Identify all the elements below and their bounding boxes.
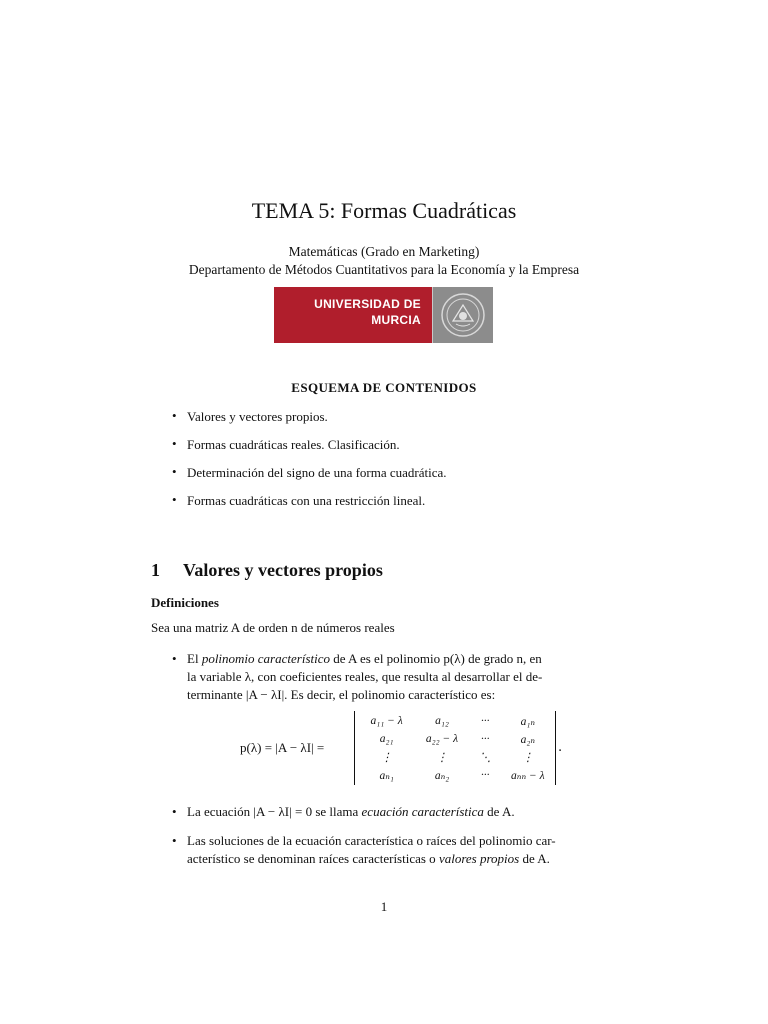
bullet-text	[187, 803, 616, 821]
bullet-characteristic-polynomial	[172, 650, 616, 704]
matrix-cell: a₂ₙ	[520, 734, 536, 746]
emphasis-term: valores propios	[438, 851, 520, 866]
determinant-matrix	[354, 711, 556, 785]
text-run: de A.	[483, 804, 515, 819]
text-run: El	[187, 651, 202, 666]
emphasis-term: ecuación característica	[361, 804, 484, 819]
intro-paragraph: Sea una matriz A de orden n de números reales	[151, 620, 395, 635]
matrix-cell: aₙ₂	[434, 770, 450, 782]
subsection-heading: Definiciones	[151, 595, 219, 610]
matrix-cell: ⋮	[522, 752, 534, 764]
list-item: • Valores y vectores propios.	[172, 409, 447, 437]
course-name: Matemáticas (Grado en Marketing)	[288, 244, 480, 259]
bullet-dot: •	[172, 833, 177, 848]
bullet-dot: •	[172, 804, 177, 819]
matrix-table	[359, 712, 555, 784]
list-item: • Determinación del signo de una forma cuadrática.	[172, 465, 447, 493]
matrix-cell: a₂₂ − λ	[425, 733, 459, 745]
text-run: terminante |A − λI|. Es decir, el polinomio característico es:	[187, 687, 496, 702]
bullet-text	[187, 832, 616, 868]
list-item: • Formas cuadráticas reales. Clasificación.	[172, 437, 447, 465]
text-run: la variable λ, con coeficientes reales, que resulta al desarrollar el de-	[187, 669, 543, 684]
bullet-eigenvalues	[172, 832, 616, 868]
text-run: de A es el polinomio p(λ) de grado n, en	[330, 651, 542, 666]
logo-line-1: UNIVERSIDAD DE	[314, 297, 421, 311]
text-run: Las soluciones de la ecuación característica o raíces del polinomio car-	[187, 833, 556, 848]
list-item: • Formas cuadráticas con una restricción lineal.	[172, 493, 447, 521]
matrix-cell: ⋮	[380, 752, 393, 764]
contents-heading: ESQUEMA DE CONTENIDOS	[291, 380, 477, 395]
bullet-characteristic-equation	[172, 803, 616, 821]
matrix-cell: a₂₁	[379, 733, 394, 745]
matrix-cell: aₙₙ − λ	[511, 770, 545, 782]
matrix-cell: ⋮	[436, 752, 448, 764]
section-number: 1	[151, 560, 160, 580]
logo-text	[314, 296, 421, 328]
university-logo	[274, 287, 493, 343]
matrix-cell: aₙ₁	[379, 770, 394, 782]
section-title: Valores y vectores propios	[183, 560, 383, 580]
matrix-cell: a₁ₙ	[520, 716, 536, 728]
university-seal-icon	[439, 291, 487, 339]
bullet-dot: •	[172, 651, 177, 666]
matrix-cell: ···	[480, 715, 490, 727]
emphasis-term: polinomio característico	[201, 651, 330, 666]
matrix-cell: ···	[480, 769, 490, 781]
document-title: TEMA 5: Formas Cuadráticas	[251, 198, 517, 223]
matrix-cell: a₁₁ − λ	[370, 715, 403, 727]
logo-line-2: MURCIA	[371, 313, 421, 327]
equation-end: .	[558, 740, 563, 755]
page-number: 1	[380, 899, 388, 914]
matrix-row	[359, 748, 555, 766]
matrix-cell: a₁₂	[435, 715, 449, 727]
section-heading	[151, 560, 383, 581]
contents-list	[172, 409, 447, 521]
text-run: La ecuación |A − λI| = 0 se llama	[187, 804, 362, 819]
equation-lhs: p(λ) = |A − λI| =	[240, 740, 325, 755]
bullet-text	[187, 650, 616, 704]
matrix-row	[359, 712, 555, 730]
text-run: acterístico se denominan raíces características o	[187, 851, 439, 866]
matrix-cell: ···	[480, 733, 490, 745]
matrix-cell: ⋱	[479, 752, 491, 764]
seal-box	[433, 287, 493, 343]
text-run: de A.	[519, 851, 550, 866]
department-name: Departamento de Métodos Cuantitativos para la Economía y la Empresa	[188, 262, 580, 277]
matrix-row	[359, 730, 555, 748]
matrix-row	[359, 766, 555, 784]
